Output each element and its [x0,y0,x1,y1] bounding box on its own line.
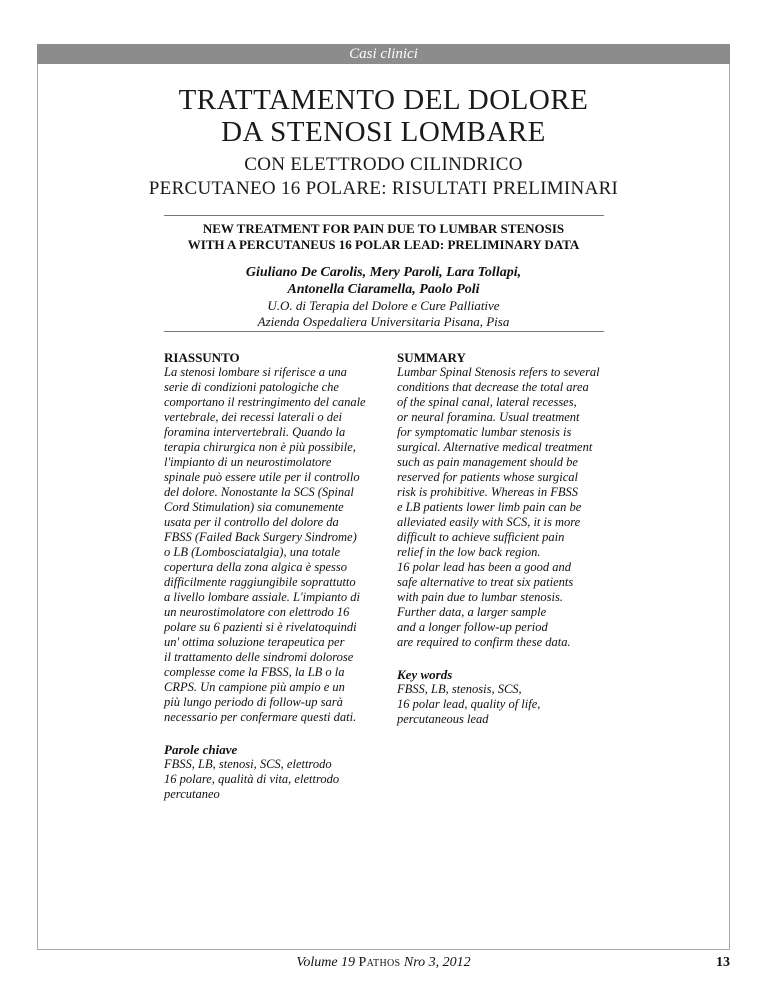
riassunto-line: comportano il restringimento del canale [164,395,366,409]
authors-line-2: Antonella Ciaramella, Paolo Poli [287,282,480,297]
parole-chiave-heading: Parole chiave [164,742,238,757]
summary-line: risk is prohibitive. Whereas in FBSS [397,485,578,499]
footer-issue: Nro 3, 2012 [403,955,471,970]
keyword-line: percutaneo [164,787,220,801]
key-words-heading: Key words [397,667,453,682]
riassunto-heading: RIASSUNTO [164,350,240,365]
affiliation-line-2: Azienda Ospedaliera Universitaria Pisana, Pisa [257,314,510,329]
section-header: Casi clinici [37,44,730,64]
keyword-line: 16 polare, qualità di vita, elettrodo [164,772,340,786]
divider-bottom [164,331,604,332]
english-title-line-1: NEW TREATMENT FOR PAIN DUE TO LUMBAR STENOSIS [202,221,565,236]
riassunto-line: CRPS. Un campione più ampio e un [164,680,345,694]
riassunto-line: del dolore. Nonostante la SCS (Spinal [164,485,354,499]
summary-line: Lumbar Spinal Stenosis refers to several [397,365,600,379]
affiliation-line-1: U.O. di Terapia del Dolore e Cure Palliative [267,298,500,313]
riassunto-line: un neurostimolatore con elettrodo 16 [164,605,350,619]
riassunto-line: spinale può essere utile per il controllo [164,470,360,484]
summary-line: conditions that decrease the total area [397,380,589,394]
keyword-line: FBSS, LB, stenosi, SCS, elettrodo [164,757,332,771]
riassunto-line: La stenosi lombare si riferisce a una [164,365,347,379]
summary-line: 16 polar lead has been a good and [397,560,571,574]
summary-heading: SUMMARY [397,350,466,365]
footer-journal: Pathos [358,955,401,970]
summary-line: relief in the low back region. [397,545,541,559]
article-title-line-1: TRATTAMENTO DEL DOLORE [178,84,589,116]
keyword-line: percutaneous lead [397,712,489,726]
keyword-line: 16 polar lead, quality of life, [397,697,541,711]
keyword-line: FBSS, LB, stenosis, SCS, [397,682,522,696]
divider-top [164,215,604,216]
riassunto-line: a livello lombare assiale. L'impianto di [164,590,360,604]
article-subtitle-line-2: PERCUTANEO 16 POLARE: RISULTATI PRELIMINARI [148,178,619,199]
riassunto-line: più lungo periodo di follow-up sarà [164,695,343,709]
key-words-body [397,682,609,727]
footer-volume: Volume 19 [296,955,356,970]
riassunto-line: o LB (Lombosciatalgia), una totale [164,545,341,559]
article-title-line-2: DA STENOSI LOMBARE [221,116,546,148]
summary-line: alleviated easily with SCS, it is more [397,515,581,529]
page-number: 13 [716,955,730,970]
riassunto-line: usata per il controllo del dolore da [164,515,339,529]
summary-line: or neural foramina. Usual treatment [397,410,580,424]
summary-line: e LB patients lower limb pain can be [397,500,582,514]
summary-line: such as pain management should be [397,455,578,469]
riassunto-line: un' ottima soluzione terapeutica per [164,635,345,649]
summary-column [397,350,609,727]
summary-line: reserved for patients whose surgical [397,470,578,484]
english-title-line-2: WITH A PERCUTANEUS 16 POLAR LEAD: PRELIMINARY DATA [187,237,580,252]
riassunto-line: vertebrale, dei recessi laterali o dei [164,410,342,424]
riassunto-body [164,365,376,725]
riassunto-line: il trattamento delle sindromi dolorose [164,650,354,664]
riassunto-line: Cord Stimulation) sia comunemente [164,500,344,514]
riassunto-line: l'impianto di un neurostimolatore [164,455,332,469]
riassunto-line: copertura della zona algica è spesso [164,560,347,574]
riassunto-column [164,350,376,802]
page-footer [37,955,730,971]
riassunto-line: foramina intervertebrali. Quando la [164,425,346,439]
summary-line: of the spinal canal, lateral recesses, [397,395,577,409]
article-subtitle-line-1: CON ELETTRODO CILINDRICO [244,154,523,175]
riassunto-line: complesse come la FBSS, la LB o la [164,665,345,679]
summary-line: Further data, a larger sample [397,605,547,619]
summary-line: for symptomatic lumbar stenosis is [397,425,572,439]
summary-line: and a longer follow-up period [397,620,548,634]
parole-chiave-body [164,757,376,802]
riassunto-line: necessario per confermare questi dati. [164,710,357,724]
summary-body [397,365,609,650]
summary-line: with pain due to lumbar stenosis. [397,590,563,604]
riassunto-line: polare su 6 pazienti si è rivelatoquindi [164,620,357,634]
riassunto-line: difficilmente raggiungibile soprattutto [164,575,356,589]
riassunto-line: FBSS (Failed Back Surgery Sindrome) [164,530,357,544]
authors-line-1: Giuliano De Carolis, Mery Paroli, Lara Tollapi, [245,265,522,280]
summary-line: safe alternative to treat six patients [397,575,574,589]
riassunto-line: terapia chirurgica non è più possibile, [164,440,356,454]
summary-line: are required to confirm these data. [397,635,571,649]
riassunto-line: serie di condizioni patologiche che [164,380,339,394]
summary-line: difficult to achieve sufficient pain [397,530,565,544]
summary-line: surgical. Alternative medical treatment [397,440,593,454]
